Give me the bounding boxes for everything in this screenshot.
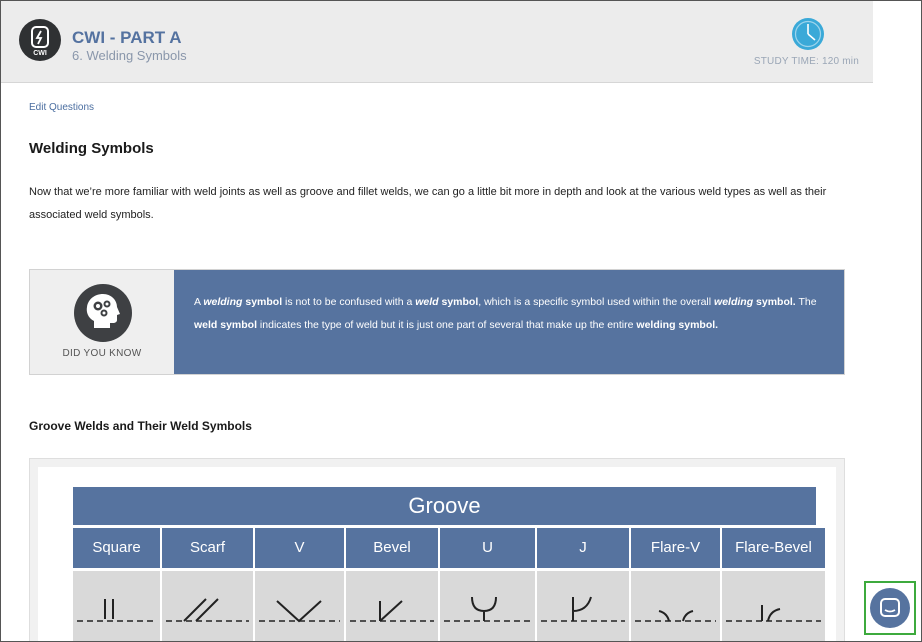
weld-symbol-icon xyxy=(440,571,535,642)
groove-symbol-cell xyxy=(440,571,535,642)
weld-symbol-shape xyxy=(659,611,693,621)
chat-launcher-button[interactable] xyxy=(864,581,916,635)
chat-icon[interactable] xyxy=(870,588,910,628)
weld-symbol-shape xyxy=(380,601,402,621)
groove-column-header: U xyxy=(440,528,535,568)
groove-symbol-cell xyxy=(537,571,629,642)
dyk-text-bold: symbol xyxy=(438,296,479,308)
groove-column-header: Flare-V xyxy=(631,528,720,568)
groove-symbol-cell xyxy=(631,571,720,642)
dyk-text-emph: welding xyxy=(203,296,243,308)
course-header xyxy=(1,1,873,83)
did-you-know-callout xyxy=(29,269,845,375)
did-you-know-panel xyxy=(30,270,174,374)
did-you-know-body xyxy=(174,270,844,374)
cwi-logo-icon xyxy=(19,19,61,61)
weld-symbol-shape xyxy=(762,605,780,621)
weld-symbol-icon xyxy=(255,571,344,642)
groove-table-columns xyxy=(73,528,816,568)
weld-symbol-icon xyxy=(346,571,438,642)
dyk-text-bold: symbol xyxy=(242,296,283,308)
weld-symbol-icon xyxy=(73,571,160,642)
groove-symbol-cell xyxy=(162,571,253,642)
page-title: Welding Symbols xyxy=(29,140,154,157)
dyk-text-bold: welding symbol. xyxy=(636,319,719,331)
weld-symbol-icon xyxy=(722,571,825,642)
dyk-text-part: The xyxy=(795,296,817,308)
dyk-text-emph: weld xyxy=(415,296,439,308)
groove-symbol-cell xyxy=(73,571,160,642)
dyk-text-part: A xyxy=(194,296,204,308)
dyk-text-bold: weld symbol xyxy=(194,319,258,331)
weld-symbol-shape xyxy=(573,597,591,621)
course-title: CWI - PART A xyxy=(72,28,182,47)
section-title: Groove Welds and Their Weld Symbols xyxy=(29,419,252,433)
weld-symbol-shape xyxy=(277,601,321,621)
dyk-text-part: indicates the type of weld but it is just one part of several that make up the entire xyxy=(257,319,637,331)
groove-table-title: Groove xyxy=(73,487,816,525)
logo-text: CWI xyxy=(33,50,47,57)
weld-symbol-icon xyxy=(631,571,720,642)
study-time: STUDY TIME: 120 min xyxy=(753,56,859,67)
weld-symbol-icon xyxy=(537,571,629,642)
dyk-text-bold: symbol. xyxy=(753,296,796,308)
groove-symbol-cell xyxy=(722,571,825,642)
weld-symbol-shape xyxy=(184,599,218,621)
groove-column-header: J xyxy=(537,528,629,568)
dyk-text-part: , which is a specific symbol used within the overall xyxy=(478,296,715,308)
groove-column-header: V xyxy=(255,528,344,568)
weld-symbol-icon xyxy=(162,571,253,642)
groove-column-header: Bevel xyxy=(346,528,438,568)
groove-column-header: Scarf xyxy=(162,528,253,568)
dyk-text-emph: welding xyxy=(714,296,754,308)
clock-icon xyxy=(791,17,825,51)
groove-symbol-cell xyxy=(255,571,344,642)
groove-symbols-figure xyxy=(29,458,845,642)
did-you-know-text xyxy=(194,291,824,337)
did-you-know-label: DID YOU KNOW xyxy=(62,348,142,359)
dyk-text-part: is not to be confused with a xyxy=(282,296,416,308)
groove-column-header: Flare-Bevel xyxy=(722,528,825,568)
groove-table-symbols xyxy=(73,571,816,642)
weld-symbol-shape xyxy=(105,599,113,619)
edit-questions-link[interactable]: Edit Questions xyxy=(29,102,95,113)
groove-symbol-cell xyxy=(346,571,438,642)
groove-column-header: Square xyxy=(73,528,160,568)
figure-image xyxy=(38,467,836,642)
head-gears-icon xyxy=(74,284,132,342)
intro-paragraph: Now that we’re more familiar with weld joints as well as groove and fillet welds, we can go a little bit more in depth and look at the various weld types as well as their associated weld symbols. xyxy=(29,186,827,221)
weld-symbol-shape xyxy=(472,597,496,621)
course-subtitle: 6. Welding Symbols xyxy=(72,48,187,63)
